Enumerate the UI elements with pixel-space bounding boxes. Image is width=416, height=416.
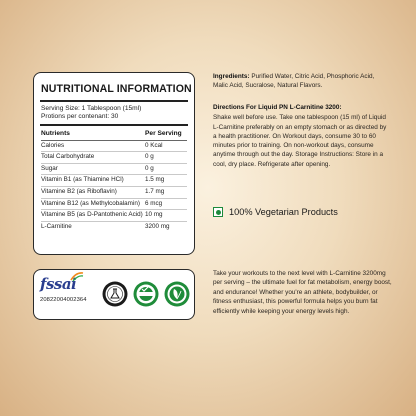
nutrient-value: 0 g [145,153,154,161]
vegetarian-badge-icon [164,281,190,307]
nutrient-name: Vitamine B2 (as Riboflavin) [41,187,117,195]
nutrition-row [41,152,187,164]
nutrition-row [41,141,187,153]
nutrition-row [41,187,187,199]
gmp-certified-badge-icon [133,281,159,307]
nutrition-row [41,222,187,233]
nutrition-row [41,210,187,222]
nutrient-name: Total Carbohydrate [41,153,95,161]
vegetarian-claim [213,207,338,217]
nutrient-name: L-Carnitine [41,222,72,230]
serving-info [41,102,187,124]
nutrient-name: Sugar [41,164,58,172]
ingredients-label: Ingredients: [213,73,250,80]
fssai-block [40,276,96,303]
nutrient-name: Vitamin B1 (as Thiamine HCl) [41,176,124,184]
nutrient-value: 6 mcg [145,199,163,207]
fssai-logo-text: fssai [40,275,77,293]
nutrient-name: Vitamine B5 (as D-Pantothenic Acid) [41,211,143,219]
nutrition-row [41,175,187,187]
nutrition-header-row [41,126,187,140]
ingredients-block [213,72,391,91]
certifications-card [33,269,195,320]
nutrient-value: 10 mg [145,211,163,219]
directions-block [213,103,391,169]
serving-size: Serving Size: 1 Tablespoon (15ml) [41,105,142,112]
directions-title: Directions For Liquid PN L-Carnitine 3200: [213,104,342,111]
nutrient-name: Vitamine B12 (as Methylcobalamin) [41,199,140,207]
nutrition-card [33,72,195,255]
nutrients-header: Nutrients [41,129,70,137]
fssai-swoosh-icon [70,272,84,282]
nutrient-value: 1.7 mg [145,187,165,195]
nutrient-value: 0 Kcal [145,141,163,149]
per-serving-header: Per Serving [145,129,182,137]
nutrient-value: 3200 mg [145,222,170,230]
nutrition-table [41,141,187,233]
servings-per-container: Protions per contenant: 30 [41,113,119,121]
nutrition-title: NUTRITIONAL INFORMATION [41,83,192,95]
nutrition-row [41,199,187,211]
fssai-license-number: 20822004002364 [40,297,87,303]
lab-tested-badge-icon [102,281,128,307]
ingredients-text: Purified Water, Citric Acid, Phosphoric Acid, Malic Acid, Sucralose, Natural Flavors. [213,73,375,90]
fssai-logo [40,276,96,292]
directions-text: Shake well before use. Take one tablespoon (15 ml) of Liquid L-Carnitine preferably on an empty stomach or as directed by a health practitioner. On Workout days, consume 30 to 60 minutes prior to training. On non-workout days, consume anytime through out the day. Storage Instructions: Store in a cool, dry place. Refrigerate after opening. [213,114,387,168]
nutrition-row [41,164,187,176]
nutrient-name: Calories [41,141,65,149]
veg-mark-icon [213,207,223,217]
vegetarian-text: 100% Vegetarian Products [229,207,338,217]
promo-description: Take your workouts to the next level with L-Carnitine 3200mg per serving – the ultimate fuel for fat metabolism, energy boost, and endurance! Whether you're an athlete, bodybuilder, or fitness enthusiast, this powerful formula helps you burn fat efficiently while keeping your energy levels high. [213,270,392,315]
nutrient-value: 1.5 mg [145,176,165,184]
nutrient-value: 0 g [145,164,154,172]
